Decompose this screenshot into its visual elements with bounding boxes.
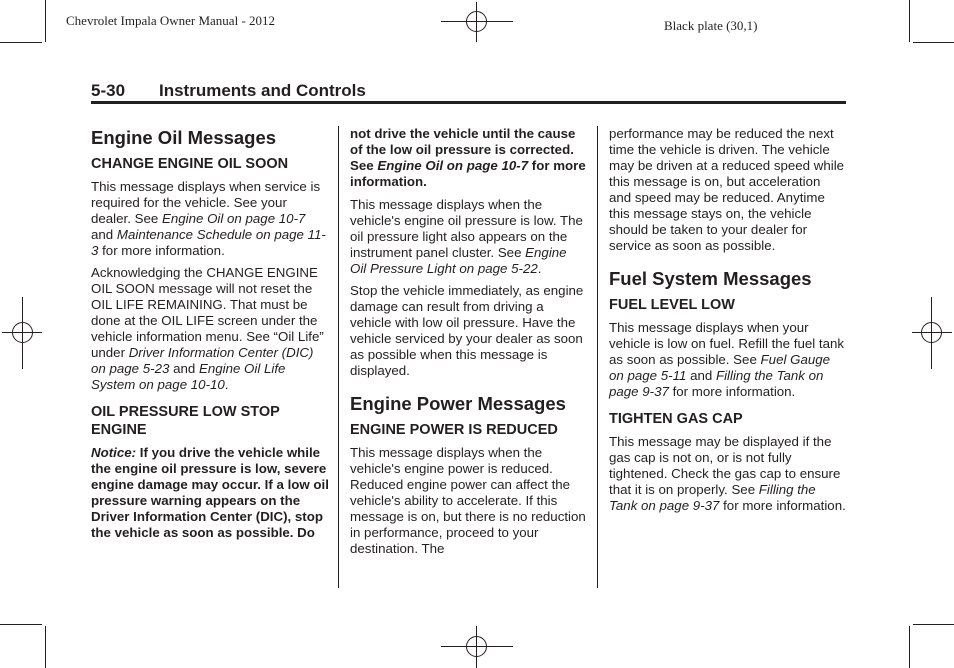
cross-reference: Fuel Gauge on page 5-11 (609, 352, 831, 383)
heading-oil-pressure-low: OIL PRESSURE LOW STOP ENGINE (91, 404, 280, 438)
section-title: Instruments and Controls (159, 81, 366, 100)
paragraph: This message displays when your vehicle is low on fuel. Refill the fuel tank as soon as possible. See Fuel Gauge on page 5-11 and Filling the Tank on page 9-37 for more information. (609, 320, 845, 399)
paragraph: This message may be displayed if the gas cap is not on, or is not fully tightened. Check the gas cap to ensure that it is on properly. See Filling the Tank on page 9-37 for more information. (609, 434, 846, 513)
paragraph: Acknowledging the CHANGE ENGINE OIL SOON message will not reset the OIL LIFE REMAINING. That must be done at the OIL LIFE screen under the vehicle information menu. See “Oil Life” under Driver Information Center (DIC) on page 5-23 and Engine Oil Life System on page 10-10. (91, 265, 324, 392)
page-number: 5-30 (91, 81, 126, 100)
column-divider (597, 126, 598, 588)
paragraph: performance may be reduced the next time the vehicle is driven. The vehicle may be driven at a reduced speed while this message is on, but acceleration and speed may be reduced. Anytime this message stays on, the vehicle should be taken to your dealer for service as soon as possible. (609, 126, 845, 253)
section-rule (91, 101, 846, 104)
column-3 (609, 126, 846, 514)
book-title: Chevrolet Impala Owner Manual - 2012 (66, 13, 276, 28)
cross-reference: Maintenance Schedule on page 11-3 (91, 227, 326, 258)
column-1 (91, 126, 329, 541)
notice: Notice: If you drive the vehicle while the engine oil pressure is low, severe engine damage may occur. If a low oil pressure warning appears on the Driver Information Center (DIC), stop the vehicle as soon as possible. Do (91, 445, 329, 540)
heading-engine-power-reduced: ENGINE POWER IS REDUCED (350, 422, 558, 438)
plate-label: Black plate (30,1) (664, 18, 758, 33)
heading-change-engine-oil-soon: CHANGE ENGINE OIL SOON (91, 156, 289, 172)
cross-reference: Engine Oil Life System on page 10-10 (91, 361, 286, 392)
column-2 (350, 126, 586, 557)
heading-engine-power-messages: Engine Power Messages (350, 393, 566, 414)
heading-fuel-system-messages: Fuel System Messages (609, 268, 812, 289)
notice-label: Notice: (91, 445, 137, 460)
paragraph: This message displays when service is required for the vehicle. See your dealer. See Engine Oil on page 10-7 and Maintenance Schedule on page 11-3 for more information. (91, 179, 326, 258)
cross-reference: Engine Oil Pressure Light on page 5-22 (350, 245, 567, 276)
column-divider (338, 126, 339, 588)
cross-reference: Engine Oil on page 10-7 (161, 211, 306, 226)
cross-reference: Engine Oil on page 10-7 (377, 158, 529, 173)
cross-reference: Driver Information Center (DIC) on page 5-23 (91, 345, 314, 376)
cross-reference: Filling the Tank on page 9-37 (609, 368, 824, 399)
cross-reference: Filling the Tank on page 9-37 (609, 482, 816, 513)
heading-fuel-level-low: FUEL LEVEL LOW (609, 297, 735, 313)
heading-engine-oil-messages: Engine Oil Messages (91, 127, 277, 148)
notice-continued: not drive the vehicle until the cause of the low oil pressure is corrected. See Engine Oil on page 10-7 for more information. (350, 126, 586, 189)
paragraph: This message displays when the vehicle's engine power is reduced. Reduced engine power can affect the vehicle's ability to accelerate. If this message is on, but there is no reduction in performance, proceed to your destination. The (350, 445, 586, 556)
paragraph: Stop the vehicle immediately, as engine damage can result from driving a vehicle with low oil pressure. Have the vehicle serviced by your dealer as soon as possible when this message is displayed. (350, 283, 584, 378)
heading-tighten-gas-cap: TIGHTEN GAS CAP (609, 411, 743, 427)
paragraph: This message displays when the vehicle's engine oil pressure is low. The oil pressure light also appears on the instrument panel cluster. See Engine Oil Pressure Light on page 5-22. (350, 197, 583, 276)
